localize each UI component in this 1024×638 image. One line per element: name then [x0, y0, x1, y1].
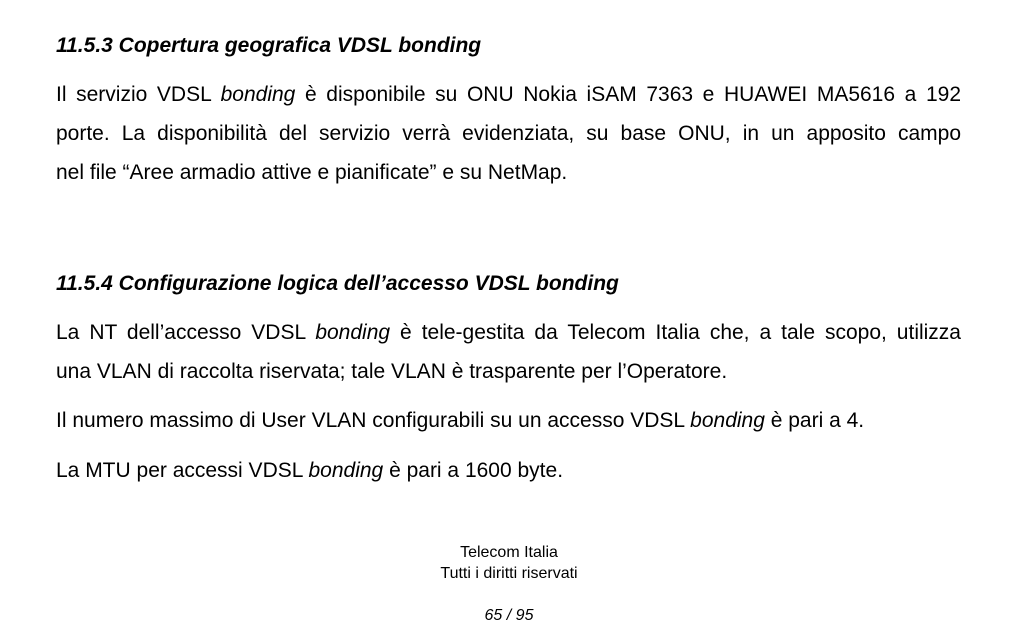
italic-term: bonding	[690, 409, 765, 432]
paragraph-user-vlan	[56, 401, 961, 440]
italic-term: bonding	[220, 83, 296, 106]
footer-rights: Tutti i diritti riservati	[440, 565, 578, 582]
page-number: 65 / 95	[484, 607, 534, 624]
italic-term: bonding	[315, 321, 391, 344]
italic-term: bonding	[308, 459, 384, 482]
text-run: Il servizio VDSL	[56, 83, 221, 106]
text-run: è pari a 1600 byte.	[383, 459, 564, 482]
page-footer	[0, 542, 1018, 584]
section-heading-copertura: 11.5.3 Copertura geografica VDSL bonding	[56, 34, 482, 57]
section-heading-configurazione: 11.5.4 Configurazione logica dell’accesso VDSL bonding	[56, 272, 619, 295]
text-run: è disponibile su ONU Nokia iSAM 7363 e HUAWEI MA5616 a 192	[295, 83, 961, 106]
paragraph-line	[56, 75, 961, 114]
paragraph-copertura	[56, 75, 961, 192]
paragraph-line: porte. La disponibilità del servizio verrà evidenziata, su base ONU, in un apposito campo	[56, 122, 961, 145]
paragraph-nt-vlan	[56, 313, 961, 391]
footer-company: Telecom Italia	[460, 544, 558, 561]
text-run: Il numero massimo di User VLAN configurabili su un accesso VDSL	[56, 409, 691, 432]
paragraph-line: una VLAN di raccolta riservata; tale VLAN è trasparente per l’Operatore.	[56, 360, 728, 383]
paragraph-line: nel file “Aree armadio attive e pianificate” e su NetMap.	[56, 161, 568, 184]
paragraph-mtu	[56, 451, 961, 490]
text-run: La NT dell’accesso VDSL	[56, 321, 316, 344]
text-run: La MTU per accessi VDSL	[56, 459, 309, 482]
text-run: è tele-gestita da Telecom Italia che, a tale scopo, utilizza	[390, 321, 961, 344]
paragraph-line	[56, 313, 961, 352]
text-run: è pari a 4.	[764, 409, 865, 432]
